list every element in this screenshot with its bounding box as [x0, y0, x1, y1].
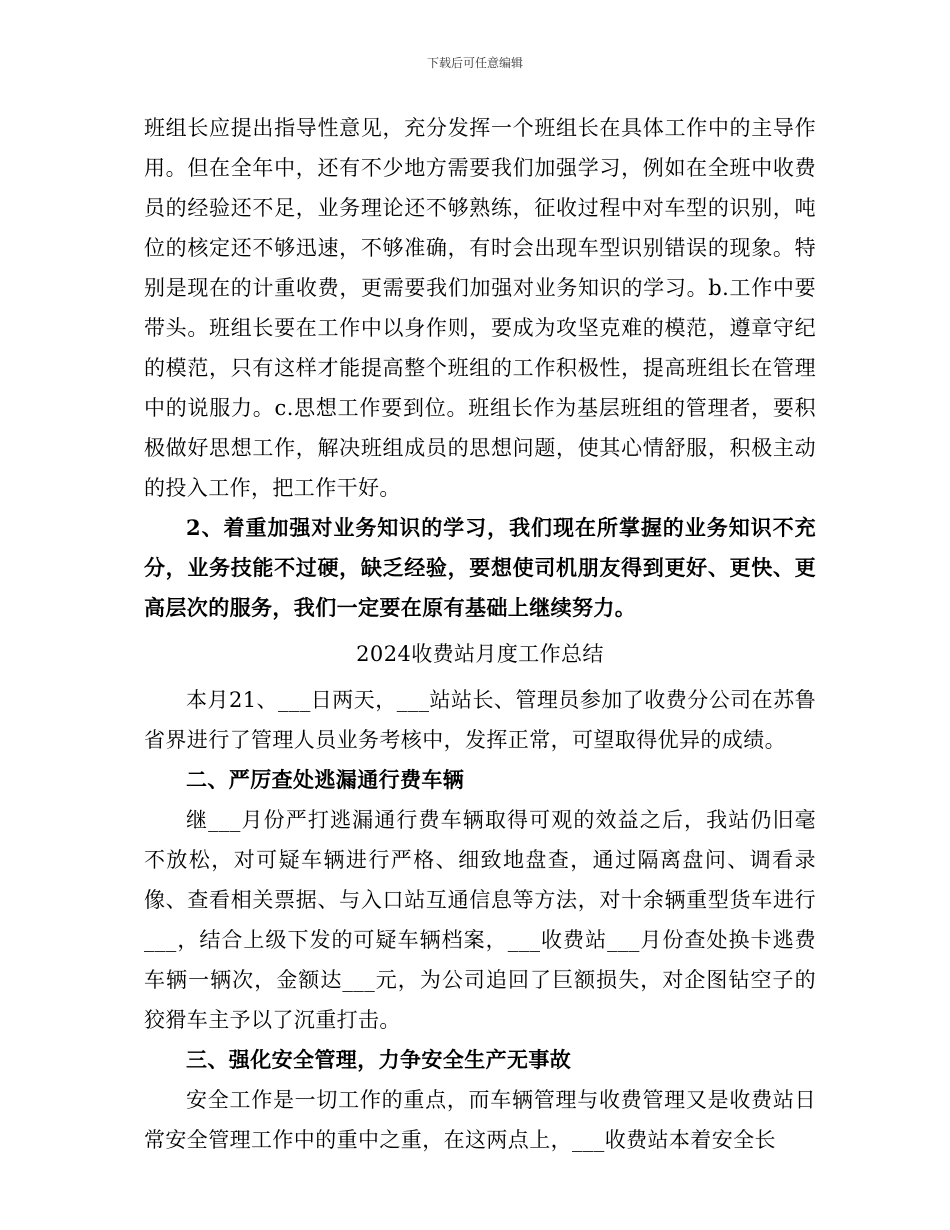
paragraph-assessment: 本月21、___日两天，___站站长、管理员参加了收费分公司在苏鲁省界进行了管理人员业务考核中，发挥正常，可望取得优异的成绩。	[144, 688, 816, 752]
paragraph-toll-evasion: 继___月份严打逃漏通行费车辆取得可观的效益之后，我站仍旧毫不放松，对可疑车辆进行严格、细致地盘查，通过隔离盘问、调看录像、查看相关票据、与入口站互通信息等方法，对十余辆重型货车进行___，结合上级下发的可疑车辆档案，___收费站___月份查处换卡逃费车辆一辆次，金额达___元，为公司追回了巨额损失，对企图钻空子的狡猾车主予以了沉重打击。	[144, 808, 816, 1032]
paragraph-business-knowledge: 2、着重加强对业务知识的学习，我们现在所掌握的业务知识不充分，业务技能不过硬，缺乏经验，要想使司机朋友得到更好、更快、更高层次的服务，我们一定要在原有基础上继续努力。	[144, 515, 816, 620]
paragraph-safety: 安全工作是一切工作的重点，而车辆管理与收费管理又是收费站日常安全管理工作中的重中之重，在这两点上，___收费站本着安全长	[144, 1088, 816, 1152]
section-title: 2024收费站月度工作总结	[356, 642, 604, 666]
page-header: 下载后可任意编辑	[426, 56, 523, 70]
heading-safety: 三、强化安全管理，力争安全生产无事故	[186, 1047, 572, 1072]
document-body	[144, 108, 816, 1160]
paragraph-team-leader: 班组长应提出指导性意见，充分发挥一个班组长在具体工作中的主导作用。但在全年中，还有不少地方需要我们加强学习，例如在全班中收费员的经验还不足，业务理论还不够熟练，征收过程中对车型的识别，吨位的核定还不够迅速，不够准确，有时会出现车型识别错误的现象。特别是现在的计重收费，更需要我们加强对业务知识的学习。b.工作中要带头。班组长要在工作中以身作则，要成为攻坚克难的模范，遵章守纪的模范，只有这样才能提高整个班组的工作积极性，提高班组长在管理中的说服力。c.思想工作要到位。班组长作为基层班组的管理者，要积极做好思想工作，解决班组成员的思想问题，使其心情舒服，积极主动的投入工作，把工作干好。	[144, 116, 816, 500]
heading-toll-evasion: 二、严厉查处逃漏通行费车辆	[186, 767, 465, 792]
